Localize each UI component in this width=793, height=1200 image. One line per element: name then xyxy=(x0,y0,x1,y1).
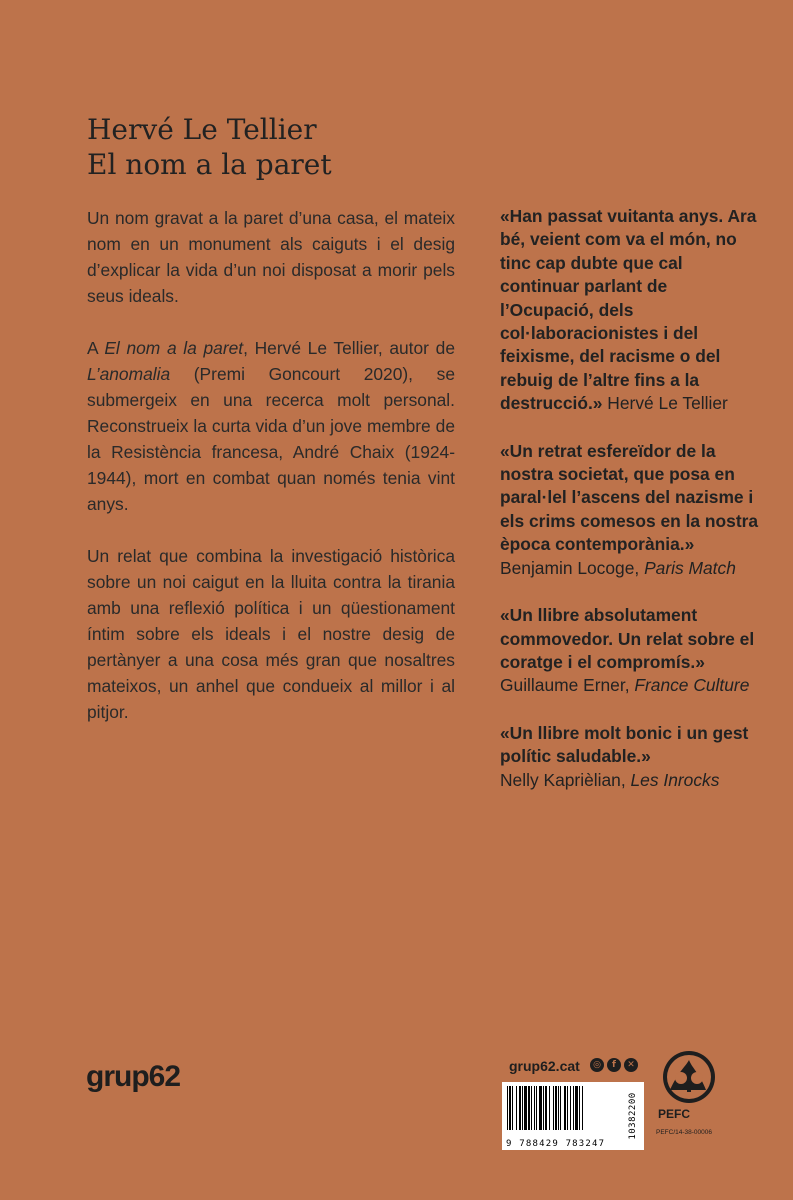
barcode-bar xyxy=(570,1086,571,1130)
barcode-bar xyxy=(516,1086,517,1130)
book-author: Hervé Le Tellier xyxy=(87,113,317,146)
barcode-bar xyxy=(573,1086,574,1130)
synopsis-paragraph-3: Un relat que combina la investigació històrica sobre un noi caigut en la lluita contra la tirania amb una reflexió política i un qüestionament íntim sobre els ideals i el nostre desig de pertànyer a una cosa més gran que nosaltres mateixos, un anhel que condueix al millor i al pitjor. xyxy=(87,546,455,722)
barcode-bar xyxy=(575,1086,578,1130)
barcode-bar xyxy=(555,1086,557,1130)
barcode-bar xyxy=(509,1086,511,1130)
barcode-bar xyxy=(522,1086,523,1130)
book-title: El nom a la paret xyxy=(87,148,332,181)
barcode-bars xyxy=(505,1086,627,1140)
quote-text: «Han passat vuitanta anys. Ara bé, veient com va el món, no tinc cap dubte que cal continuar parlant de l’Ocupació, dels col·laboracionistes i del feixisme, del racisme o del rebuig de l’altre fins a la destrucció.» xyxy=(500,206,757,414)
barcode-bar xyxy=(579,1086,580,1130)
barcode-bar xyxy=(524,1086,527,1130)
barcode-bar xyxy=(539,1086,542,1130)
isbn-side-code-box xyxy=(626,1086,640,1146)
synopsis-paragraph-1: Un nom gravat a la paret d’una casa, el mateix nom en un monument als caiguts i el desig d’explicar la vida d’un noi disposat a morir pels seus ideals. xyxy=(87,208,455,306)
quote-text: «Un llibre absolutament commovedor. Un relat sobre el coratge i el compromís.» xyxy=(500,605,755,672)
barcode-bar xyxy=(543,1086,544,1130)
quote-source: Nelly Kaprièlian, xyxy=(500,769,631,790)
review-quote xyxy=(500,440,762,580)
quote-text: «Un llibre molt bonic i un gest polític saludable.» xyxy=(500,722,749,767)
barcode-bar xyxy=(534,1086,535,1130)
barcode-bar xyxy=(528,1086,530,1130)
review-quote xyxy=(500,604,762,698)
barcode-bar xyxy=(560,1086,561,1130)
pefc-code: PEFC/14-38-00006 xyxy=(656,1129,713,1136)
quote-source: Benjamin Locoge, xyxy=(500,557,645,578)
synopsis-paragraph-2 xyxy=(87,335,455,517)
synopsis-text: , Hervé Le Tellier, autor de xyxy=(243,338,455,358)
quote-text: «Un retrat esfereïdor de la nostra societat, que posa en paral·lel l’ascens del nazisme i els crims comesos en la nostra època contemporània.» xyxy=(500,440,759,555)
publisher-logo: grup62 xyxy=(86,1060,181,1093)
barcode-bar xyxy=(519,1086,521,1130)
synopsis-text: (Premi Goncourt 2020), se submergeix en una recerca molt personal. Reconstrueix la curta vida d’un jove membre de la Resistència francesa, André Chaix (1924-1944), mort en combat quan només tenia vint anys. xyxy=(87,364,455,514)
quote-source: Hervé Le Tellier xyxy=(607,393,728,414)
barcode-bar xyxy=(549,1086,550,1130)
barcode-bar xyxy=(512,1086,513,1130)
quote-publication: Les Inrocks xyxy=(630,769,720,790)
barcode-bar xyxy=(553,1086,554,1130)
barcode-bar xyxy=(531,1086,532,1130)
instagram-icon: ◎ xyxy=(590,1058,604,1072)
quote-publication: France Culture xyxy=(634,675,750,696)
quote-publication: Paris Match xyxy=(644,557,736,578)
barcode-bar xyxy=(564,1086,566,1130)
review-quote xyxy=(500,722,762,792)
synopsis-text: A xyxy=(87,338,105,358)
synopsis xyxy=(87,205,455,751)
book-title-reference: L’anomalia xyxy=(87,364,171,384)
barcode-bar xyxy=(536,1086,537,1130)
isbn-side-code: 10382200 xyxy=(628,1092,638,1140)
quote-source: Guillaume Erner, xyxy=(500,675,635,696)
isbn-digits: 9 788429 783247 xyxy=(506,1139,606,1149)
isbn-barcode xyxy=(502,1082,644,1150)
barcode-bar xyxy=(582,1086,583,1130)
barcode-bar xyxy=(545,1086,547,1130)
facebook-icon: f xyxy=(607,1058,621,1072)
barcode-bar xyxy=(567,1086,568,1130)
book-title-reference: El nom a la paret xyxy=(104,338,244,358)
pefc-label: PEFC xyxy=(658,1107,691,1121)
publisher-website: grup62.cat xyxy=(509,1058,580,1074)
review-quote xyxy=(500,205,762,416)
review-quotes xyxy=(500,205,762,816)
x-icon: ✕ xyxy=(624,1058,638,1072)
barcode-bar xyxy=(507,1086,508,1130)
barcode-bar xyxy=(558,1086,559,1130)
